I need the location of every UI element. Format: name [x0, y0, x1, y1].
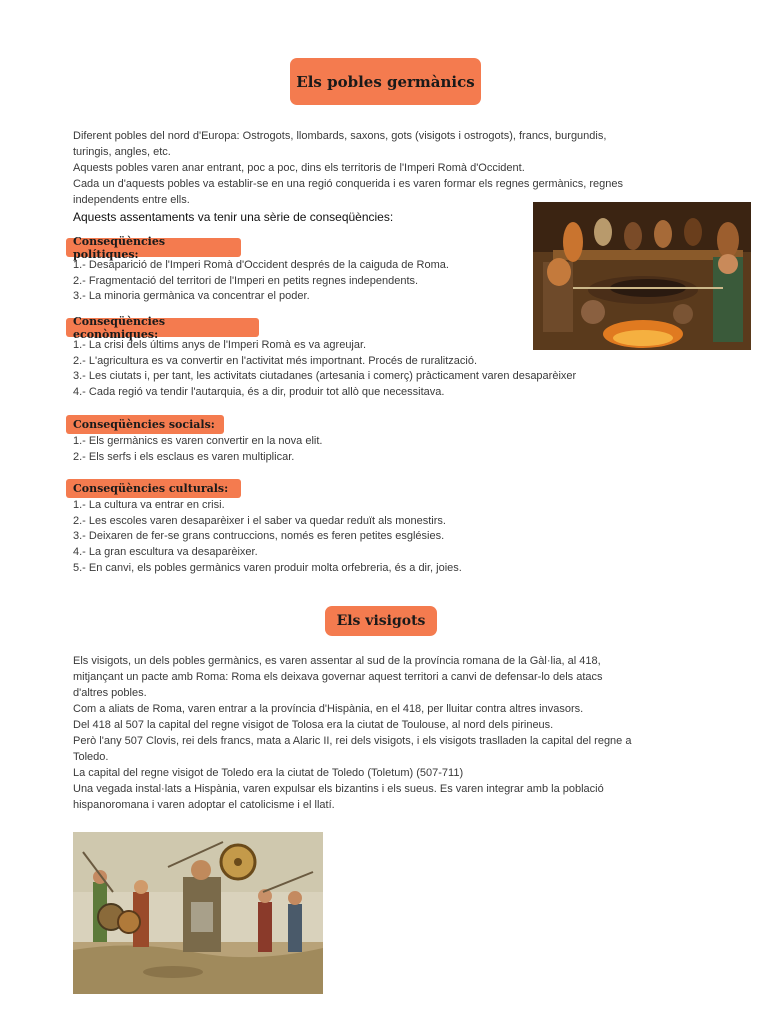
list-consequencies-economiques: [73, 338, 576, 401]
intro-paragraph: [73, 128, 623, 208]
paragraph-line: Una vegada instal·lats a Hispània, varen expulsar els bizantins i els sueus. Es varen integrar amb la població: [73, 783, 604, 795]
paragraph-line: Del 418 al 507 la capital del regne visigot de Tolosa era la ciutat de Toulouse, al nord dels pirineus.: [73, 719, 554, 731]
list-item: 2.- L'agricultura es va convertir en l'activitat més importnant. Procés de ruralització.: [73, 354, 478, 367]
germanic-feast-illustration: [533, 202, 751, 350]
list-item: 2.- Les escoles varen desaparèixer i el saber va quedar reduït als monestirs.: [73, 514, 446, 527]
paragraph-line: La capital del regne visigot de Toledo era la ciutat de Toledo (Toletum) (507-711): [73, 767, 464, 779]
intro-line: Diferent pobles del nord d'Europa: Ostrogots, llombards, saxons, gots (visigots i ostrogots), francs, burgundis,: [73, 130, 607, 142]
section-title-text: Els pobles germànics: [296, 72, 475, 91]
paragraph-line: Toledo.: [73, 751, 109, 763]
list-item: 3.- La minoria germànica va concentrar el poder.: [73, 290, 310, 303]
intro-line: independents entre ells.: [73, 194, 190, 206]
heading-consequencies-economiques: Conseqüències econòmiques:: [66, 318, 259, 337]
list-item: 2.- Els serfs i els esclaus es varen multiplicar.: [73, 450, 295, 463]
list-item: 3.- Les ciutats i, per tant, les activitats ciutadanes (artesania i comerç) pràcticament varen desaparèixer: [73, 370, 577, 383]
section-title-text: Els visigots: [336, 613, 426, 629]
list-consequencies-socials: [73, 434, 322, 465]
intro-line: turingis, angles, etc.: [73, 146, 171, 158]
paragraph-line: Però l'any 507 Clovis, rei dels francs, mata a Alaric II, rei dels visigots, i els visigots traslladen la capital del regne a: [73, 735, 632, 747]
section-title-pobles-germanics: [290, 58, 481, 105]
consequences-lead: Aquests assentaments va tenir una sèrie de conseqüències:: [73, 210, 394, 224]
paragraph-line: mitjançant un pacte amb Roma: Roma els deixava governar aquest territori a canvi de defensar-lo dels atacs: [73, 671, 603, 683]
visigots-paragraph: [73, 653, 631, 813]
list-item: 3.- Deixaren de fer-se grans contruccions, només es feren petites esglésies.: [73, 530, 445, 543]
list-item: 4.- La gran escultura va desaparèixer.: [73, 546, 258, 559]
paragraph-line: d'altres pobles.: [73, 687, 147, 699]
list-item: 4.- Cada regió va tendir l'autarquia, és a dir, produir tot allò que necessitava.: [73, 386, 445, 399]
heading-consequencies-politiques: Conseqüències polítiques:: [66, 238, 241, 257]
paragraph-line: Els visigots, un dels pobles germànics, es varen assentar al sud de la província romana de la Gàl·lia, al 418,: [73, 655, 601, 667]
section-title-visigots: [325, 606, 437, 636]
list-item: 1.- La cultura va entrar en crisi.: [73, 499, 225, 511]
intro-line: Cada un d'aquests pobles va establir-se en una regió conquerida i es varen formar els regnes germànics, regnes: [73, 178, 623, 190]
list-consequencies-politiques: [73, 258, 449, 305]
visigoth-warriors-illustration: [73, 832, 323, 994]
list-item: 1.- Desaparició de l'Imperi Romà d'Occident després de la caiguda de Roma.: [73, 259, 449, 271]
heading-consequencies-culturals: Conseqüències culturals:: [66, 479, 241, 498]
list-item: 5.- En canvi, els pobles germànics varen produir molta orfebreria, és a dir, joies.: [73, 561, 462, 574]
list-consequencies-culturals: [73, 498, 462, 577]
paragraph-line: hispanoromana i varen adoptar el catolicisme i el llatí.: [73, 799, 335, 811]
list-item: 1.- Els germànics es varen convertir en la nova elit.: [73, 435, 323, 447]
list-item: 2.- Fragmentació del territori de l'Imperi en petits regnes independents.: [73, 274, 419, 287]
list-item: 1.- La crisi dels últims anys de l'Imperi Romà es va agreujar.: [73, 339, 367, 351]
heading-consequencies-socials: Conseqüències socials:: [66, 415, 224, 434]
intro-line: Aquests pobles varen anar entrant, poc a poc, dins els territoris de l'Imperi Romà d'Occident.: [73, 162, 525, 174]
paragraph-line: Com a aliats de Roma, varen entrar a la província d'Hispània, en el 418, per lluitar contra altres invasors.: [73, 703, 584, 715]
